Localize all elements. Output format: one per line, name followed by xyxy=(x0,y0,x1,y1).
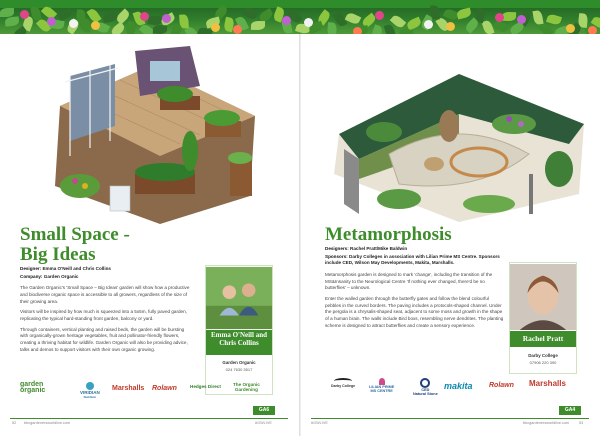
logo-text: Marshalls xyxy=(112,385,145,392)
designers-line xyxy=(20,266,190,273)
leaf-icon xyxy=(532,10,543,25)
darby-college-logo xyxy=(331,378,355,389)
designers-value: Rachel Pratt/Mike Baldwin xyxy=(350,246,408,251)
leaf-icon xyxy=(327,22,337,34)
page-footer xyxy=(0,418,299,432)
designer-phone: 07906 220 390 xyxy=(529,360,557,365)
ribbon-icon xyxy=(379,378,385,385)
designer-name-line2: Chris Collins xyxy=(219,338,259,347)
description-paragraph: Enter the walled garden through the butterfly gates and follow the blend colourful pebbles in the curved borders. The paving includes a protocols-shaped channel. Under the pergola is a chrysalis-shaped seat, adjacent to some moss and growth in the shape of a human brain. The walls include Bird boxs, resembling nerve dendrites. The planting scheme is designed to attract butterflies and create a sensory experience. xyxy=(325,295,504,328)
logo-text: Darby College xyxy=(331,384,356,388)
logo-text: Nutrition xyxy=(83,394,97,399)
leaf-icon xyxy=(81,18,90,32)
rolawn-logo xyxy=(489,382,514,389)
designers-label: Designers: xyxy=(325,246,349,251)
garden-title xyxy=(20,225,185,265)
footer-rule xyxy=(311,418,589,419)
sponsor-logos xyxy=(0,378,299,402)
logo-text: Gardening xyxy=(234,386,258,392)
sponsor-logos xyxy=(301,374,600,398)
designer-photo xyxy=(510,263,576,331)
garden-code-tag: GA4 xyxy=(559,406,581,415)
description-paragraph: Visitors will be inspired by how much is squeezed into a 5x5m, fully paved garden, replicating the typical hard-standing front garden, balcony or yard. xyxy=(20,309,187,321)
right-page xyxy=(301,34,600,436)
leaf-icon xyxy=(5,16,20,26)
logo-text: garden xyxy=(20,381,44,388)
flower-icon xyxy=(588,26,597,34)
banner-band xyxy=(0,0,600,8)
logo-text: MS CENTRE xyxy=(370,388,393,393)
garden-title-line1: Small Space - xyxy=(20,224,130,245)
designer-photo xyxy=(206,266,272,330)
flower-icon xyxy=(47,17,56,26)
marshalls-logo xyxy=(529,380,566,388)
flower-icon xyxy=(211,23,220,32)
designer-name xyxy=(206,330,272,355)
left-page xyxy=(0,34,299,436)
designer-organisation: Garden Organic xyxy=(222,360,256,365)
flower-icon xyxy=(304,18,313,27)
website-link[interactable]: bbcgardenersworldlive.com xyxy=(24,421,71,425)
flower-icon xyxy=(233,25,242,34)
logo-text: The Organic xyxy=(233,382,260,387)
leaf-icon xyxy=(153,25,167,34)
flower-icon xyxy=(353,27,362,34)
flower-icon xyxy=(162,14,171,23)
leaf-icon xyxy=(103,12,118,23)
designer-card xyxy=(205,265,273,395)
ced-badge-icon xyxy=(420,378,430,388)
flower-icon xyxy=(91,21,100,30)
description-paragraph: Metamorphosis garden is designed to mark 'change', including the transition of the MS&Insanity to the Neurological Centre 'If nothing ever changed, there'd be no butterflies' – unknown. xyxy=(325,271,493,291)
flower-icon xyxy=(517,15,526,24)
viridian-logo xyxy=(80,382,100,399)
sponsors-line xyxy=(325,254,505,267)
designers-value: Emma O'Neill and Chris Collins xyxy=(42,266,111,271)
rolawn-logo xyxy=(152,385,177,392)
logo-text: Rolawn xyxy=(152,385,177,392)
logo-text: Natural Stone xyxy=(413,391,438,396)
flower-icon xyxy=(375,11,384,20)
hashtag: #GWLIVE xyxy=(311,421,328,425)
metamorphosis-garden-illustration xyxy=(329,54,591,224)
garden-code-tag: GA6 xyxy=(253,406,275,415)
company-value: Garden Organic xyxy=(43,273,79,279)
designers-line xyxy=(325,246,505,253)
garden-title: Metamorphosis xyxy=(325,224,452,245)
garden-organic-logo xyxy=(20,382,45,395)
garden-title-line2: Big Ideas xyxy=(20,243,96,265)
garden-description xyxy=(20,266,190,357)
flower-icon xyxy=(446,22,455,31)
garden-description xyxy=(325,246,505,333)
page-number: 52 xyxy=(12,421,17,425)
logo-text: Rolawn xyxy=(489,382,514,389)
hedges-direct-logo xyxy=(190,385,221,390)
logo-text: VIRIDIAN xyxy=(80,390,100,395)
page-footer xyxy=(301,418,600,432)
logo-text: LILIAN PRIME xyxy=(369,385,395,389)
website-link[interactable]: bbcgardenersworldlive.com xyxy=(523,421,570,425)
hashtag: #GWLIVE xyxy=(255,421,272,425)
flower-icon xyxy=(69,19,78,28)
designer-name: Rachel Pratt xyxy=(510,331,576,347)
lilian-prime-logo xyxy=(369,378,394,394)
company-label: Company: xyxy=(20,273,43,279)
viridian-leaf-icon xyxy=(86,382,94,390)
ced-logo xyxy=(413,378,438,397)
sponsors-value: Darby Colleges in association with Lilian Prime MS Centre. Sponsors include CED, Wilson May Developments, Makita, Marshalls. xyxy=(325,253,500,266)
logo-text: Hedges Direct xyxy=(190,384,221,389)
flower-icon xyxy=(140,12,149,21)
company-line xyxy=(20,274,190,281)
designer-phone: 024 7630 3517 xyxy=(225,367,253,372)
organic-gardening-logo xyxy=(233,383,260,392)
flower-icon xyxy=(20,10,29,19)
description-paragraph: Through containers, vertical planting and raised beds, the garden will be bursting with organically-grown heritage vegetables, fruit and pollinator-friendly flowers, creating a thriving habitat for wildlife. Garden Organic will also be providing advice, talks and demos to support visitors with their own organic growing. xyxy=(20,326,188,352)
leaf-icon xyxy=(0,8,14,17)
small-space-garden-illustration xyxy=(40,46,265,226)
flower-icon xyxy=(282,16,291,25)
makita-logo xyxy=(444,382,473,391)
logo-text: organic xyxy=(20,387,46,395)
designer-card xyxy=(509,262,577,374)
flower-icon xyxy=(566,24,575,33)
logo-text: CED xyxy=(421,388,430,392)
designer-organisation: Darby College xyxy=(528,353,558,358)
logo-text: Marshalls xyxy=(529,379,566,388)
flower-icon xyxy=(495,13,504,22)
leaf-icon xyxy=(251,21,265,30)
flower-icon xyxy=(424,20,433,29)
leaf-icon xyxy=(110,22,127,34)
foliage-banner xyxy=(0,0,600,34)
designers-label: Designer: xyxy=(20,266,42,271)
designer-name-line1: Emma O'Neill and xyxy=(210,331,267,339)
sponsors-label: Sponsors: xyxy=(325,253,348,259)
leaf-icon xyxy=(370,24,383,34)
marshalls-logo xyxy=(112,385,144,392)
leaf-icon xyxy=(546,13,562,26)
logo-text: makita xyxy=(444,381,473,391)
description-paragraph: The Garden Organic's 'Small Space – Big Ideas' garden will show how a productive and biodiverse organic space is accessible to all growers, regardless of the size of their growing area. xyxy=(20,285,190,304)
page-number: 53 xyxy=(579,421,584,425)
footer-rule xyxy=(10,418,288,419)
leaf-icon xyxy=(456,8,472,20)
